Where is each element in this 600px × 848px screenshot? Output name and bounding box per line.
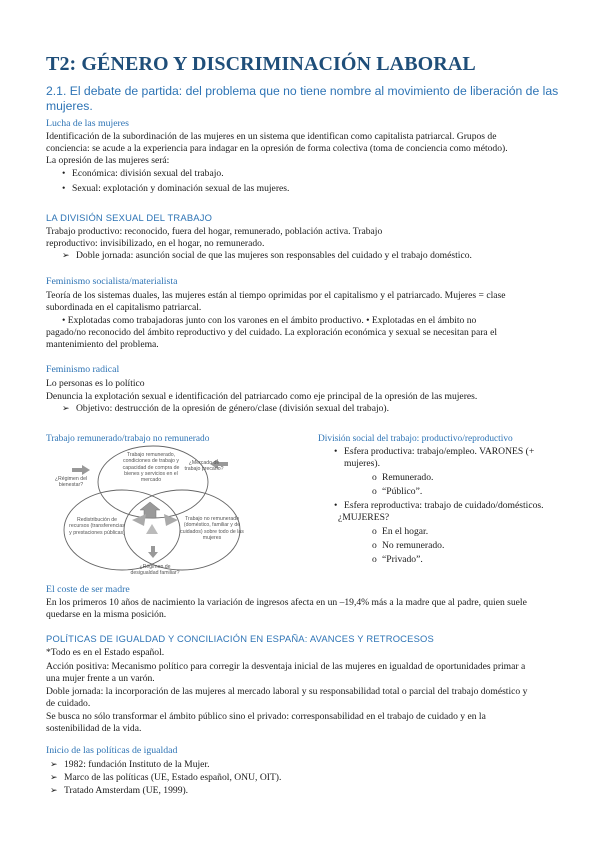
politicas-line: de cuidado. — [46, 698, 91, 709]
circle-bullet-icon: o — [372, 472, 377, 483]
bullet-icon: • — [334, 446, 338, 457]
list-item: • Esfera productiva: trabajo/empleo. VARONES (+ — [334, 446, 535, 457]
politicas-line: sostenibilidad de la vida. — [46, 723, 142, 734]
list-item: ➢ Doble jornada: asunción social de que las mujeres son responsables del cuidado y el trabajo doméstico. — [62, 250, 472, 261]
list-item-continuation: ¿MUJERES? — [338, 512, 390, 523]
sub-list-item: o No remunerado. — [372, 540, 445, 551]
arrow-bullet-icon: ➢ — [50, 759, 58, 769]
bullet-icon: • — [62, 168, 66, 179]
division-line: reproductivo: invisibilizado, en el hogar, no remunerado. — [46, 238, 265, 249]
division-line: Trabajo productivo: reconocido, fuera del hogar, remunerado, población activa. Trabajo — [46, 226, 383, 237]
lucha-paragraph-line: conciencia: se acude a la experiencia para indagar en la opresión de forma colectiva (toma de conciencia como método). — [46, 143, 508, 154]
socialista-line: mantenimiento del problema. — [46, 339, 159, 350]
politicas-line: una mujer frente a un varón. — [46, 673, 155, 684]
socialista-line: pagado/no reconocido del ámbito reproductivo y del cuidado. La exploración económica y sexual se necesitan para el — [46, 327, 497, 338]
arrow-bullet-icon: ➢ — [50, 785, 58, 795]
list-item-continuation: mujeres). — [344, 458, 380, 469]
politicas-line: Doble jornada: la incorporación de las mujeres al mercado laboral y su responsabilidad total o parcial del trabajo doméstico y — [46, 686, 528, 697]
list-item: ➢ Tratado Amsterdam (UE, 1999). — [50, 785, 189, 796]
list-item: ➢ Marco de las políticas (UE, Estado español, ONU, OIT). — [50, 772, 282, 783]
sub-list-item: o En el hogar. — [372, 526, 429, 537]
diagram-label-unpaid-work: Trabajo no remunerado (doméstico, familiar y de cuidados) sobre todo de las mujeres — [180, 516, 244, 541]
list-item: ➢ Objetivo: destrucción de la opresión de género/clase (división sexual del trabajo). — [62, 403, 390, 414]
coste-line: quedarse en la misma posición. — [46, 609, 167, 620]
coste-line: En los primeros 10 años de nacimiento la variación de ingresos afecta en un –19,4% más a la madre que al padre, quien suele — [46, 597, 527, 608]
section-heading-line-1: 2.1. El debate de partida: del problema que no tiene nombre al movimiento de liberación de las — [46, 84, 559, 98]
circle-bullet-icon: o — [372, 554, 377, 565]
politicas-line: Acción positiva: Mecanismo político para corregir la desventaja inicial de las mujeres en igualdad de oportunidades primar a — [46, 661, 526, 672]
page-title: T2: GÉNERO Y DISCRIMINACIÓN LABORAL — [46, 53, 476, 75]
list-item: • Económica: división sexual del trabajo. — [62, 168, 224, 179]
circle-bullet-icon: o — [372, 486, 377, 497]
arrow-bullet-icon: ➢ — [62, 250, 70, 260]
lucha-heading: Lucha de las mujeres — [46, 118, 129, 129]
sub-list-item: o Remunerado. — [372, 472, 434, 483]
diagram-label-redistribution: Redistribución de recursos (transferencias y prestaciones públicas) — [69, 517, 125, 536]
sub-list-item: o “Privado”. — [372, 554, 423, 565]
socialista-line: Teoría de los sistemas duales, las mujeres están al tiempo oprimidas por el capitalismo y el patriarcado. Mujeres = clase — [46, 290, 506, 301]
circle-bullet-icon: o — [372, 526, 377, 537]
socialista-heading: Feminismo socialista/materialista — [46, 276, 178, 287]
circle-bullet-icon: o — [372, 540, 377, 551]
coste-heading: El coste de ser madre — [46, 584, 130, 595]
inicio-heading: Inicio de las políticas de igualdad — [46, 745, 178, 756]
division-heading: LA DIVISIÓN SEXUAL DEL TRABAJO — [46, 212, 213, 223]
arrow-bullet-icon: ➢ — [62, 403, 70, 413]
social-division-heading: División social del trabajo: productivo/reproductivo — [318, 434, 513, 444]
arrow-bullet-icon: ➢ — [50, 772, 58, 782]
diagram-heading: Trabajo remunerado/trabajo no remunerado — [46, 434, 210, 444]
bullet-icon: • — [62, 183, 66, 194]
welfare-venn-diagram — [50, 442, 260, 582]
sub-list-item: o “Público”. — [372, 486, 423, 497]
diagram-label-labour-market: ¿Mercado de trabajo precario? — [184, 460, 224, 473]
lucha-paragraph-line: Identificación de la subordinación de las mujeres en un sistema que identifican como capitalista patriarcal. Grupos de — [46, 131, 497, 142]
lucha-paragraph-line: La opresión de las mujeres será: — [46, 155, 170, 166]
list-item: • Sexual: explotación y dominación sexual de las mujeres. — [62, 183, 290, 194]
radical-line: Denuncia la explotación sexual e identificación del patriarcado como eje principal de la opresión de las mujeres. — [46, 391, 478, 402]
bullet-icon: • — [334, 500, 338, 511]
politicas-heading: POLÍTICAS DE IGUALDAD Y CONCILIACIÓN EN ESPAÑA: AVANCES Y RETROCESOS — [46, 633, 435, 644]
socialista-line: subordinada en el capitalismo patriarcal. — [46, 302, 202, 313]
diagram-label-paid-work: Trabajo remunerado, condiciones de trabajo y capacidad de compra de bienes y servicios en el mercado — [122, 452, 180, 484]
diagram-label-family-inequality: ¿Régimen de desigualdad familiar? — [130, 564, 180, 577]
radical-line: Lo personas es lo político — [46, 378, 145, 389]
radical-heading: Feminismo radical — [46, 364, 120, 375]
diagram-label-welfare-regime: ¿Régimen del bienestar? — [54, 476, 88, 489]
politicas-line: *Todo es en el Estado español. — [46, 647, 165, 658]
socialista-line: • Explotadas como trabajadoras junto con los varones en el ámbito productivo. • Explotadas en el ámbito no — [62, 315, 477, 326]
section-heading-line-2: mujeres. — [46, 99, 93, 113]
list-item: ➢ 1982: fundación Instituto de la Mujer. — [50, 759, 210, 770]
politicas-line: Se busca no sólo transformar el ámbito público sino el privado: corresponsabilidad en el trabajo de cuidado y en la — [46, 711, 486, 722]
list-item: • Esfera reproductiva: trabajo de cuidado/domésticos. — [334, 500, 544, 511]
